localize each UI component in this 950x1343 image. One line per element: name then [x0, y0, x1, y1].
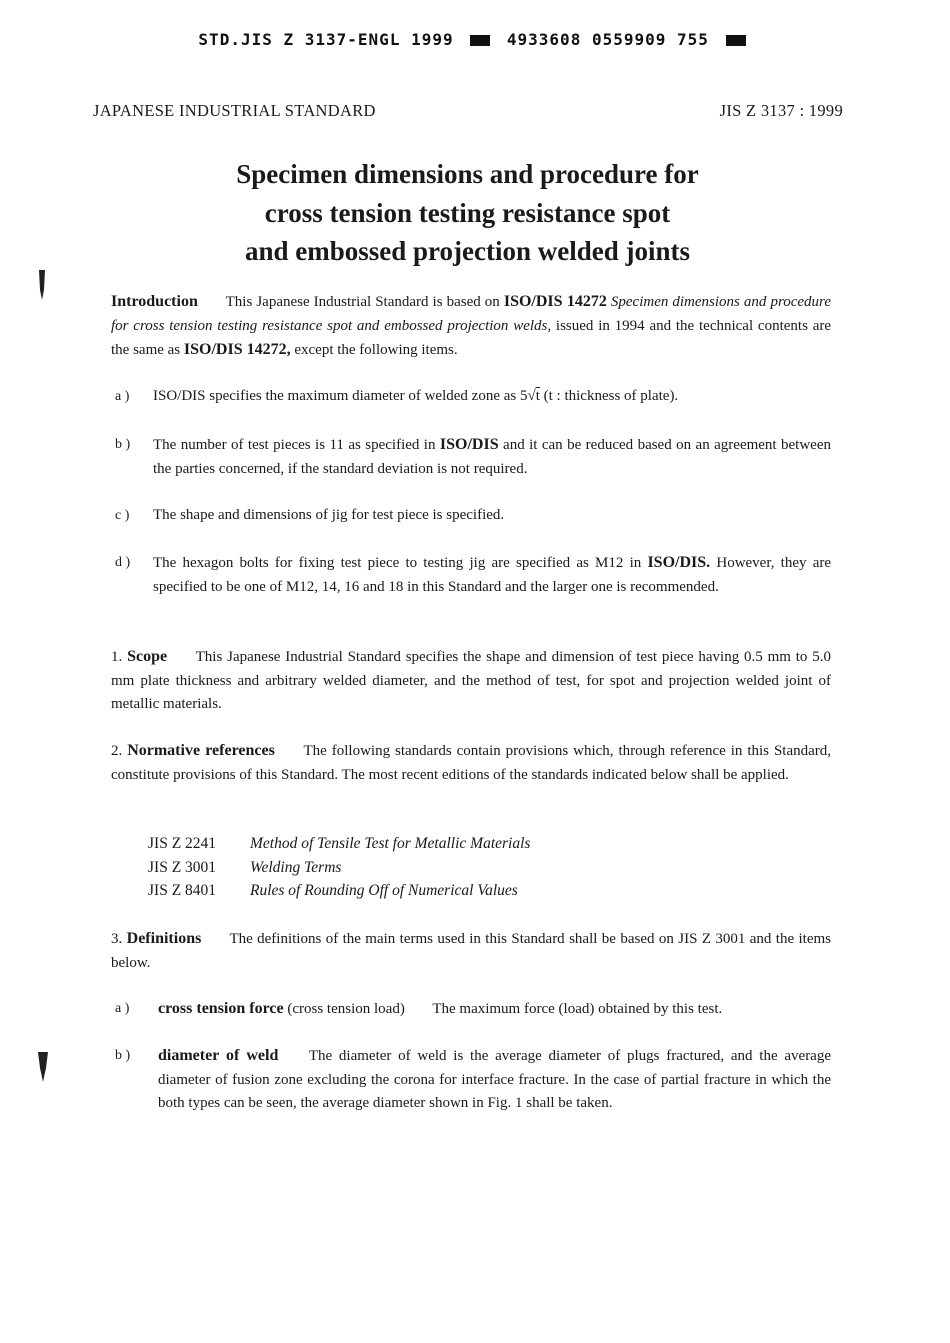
definition-item-a [111, 997, 831, 1022]
black-block-mark [726, 35, 746, 46]
item-text: The hexagon bolts for fixing test piece to testing jig are specified as M12 in [153, 555, 642, 571]
section-definitions [111, 927, 831, 975]
section-text: The following standards contain provisions which, through reference in this Standard, constitute provisions of this Standard. The most recent editions of the standards indicated below shall be applied. [111, 743, 832, 783]
item-label: b ) [115, 437, 131, 452]
item-text: However, they are specified to be one of M12, 14, 16 and 18 in this Standard and the larger one is recommended. [153, 555, 832, 595]
section-scope [111, 645, 831, 717]
reference-title: Method of Tensile Test for Metallic Materials [250, 835, 531, 852]
punch-mark-icon [36, 1046, 50, 1084]
intro-iso-ref: ISO/DIS 14272 [503, 293, 607, 310]
definition-text: The diameter of weld is the average diameter of plugs fractured, and the average diameter of fusion zone excluding the corona for interface fracture. In the case of partial fracture in which the both types can be seen, the average diameter shown in Fig. 1 shall be taken. [158, 1048, 831, 1111]
title-line: Specimen dimensions and procedure for [236, 159, 699, 189]
section-text: The definitions of the main terms used in this Standard shall be based on JIS Z 3001 and the items below. [111, 931, 832, 971]
intro-item-a [111, 385, 831, 409]
intro-item-b [111, 433, 831, 481]
scan-header-left: STD.JIS Z 3137-ENGL 1999 [198, 30, 454, 49]
black-block-mark [470, 35, 490, 46]
section-heading: Definitions [126, 930, 202, 947]
reference-item [148, 832, 530, 856]
reference-title: Rules of Rounding Off of Numerical Values [250, 882, 518, 899]
intro-text: except the following items. [294, 342, 458, 358]
reference-item [148, 856, 530, 880]
item-label: a ) [115, 389, 130, 404]
intro-italic-title: Specimen dimensions and procedure for cross tension testing resistance spot and embossed projection welds, [111, 294, 831, 334]
item-bold-ref: ISO/DIS [439, 436, 499, 453]
reference-code: JIS Z 2241 [148, 835, 217, 852]
title-line: and embossed projection welded joints [244, 236, 691, 266]
item-bold-ref: ISO/DIS. [647, 554, 711, 571]
sqrt-variable: t [535, 388, 540, 404]
introduction-heading: Introduction [111, 293, 198, 310]
section-number: 2. [111, 743, 123, 759]
item-label: a ) [115, 1001, 130, 1016]
section-number: 3. [111, 931, 123, 947]
item-text: The shape and dimensions of jig for test piece is specified. [153, 507, 505, 523]
item-text: and it can be reduced based on an agreement between the parties concerned, if the standard deviation is not required. [153, 437, 831, 477]
item-text: (t : thickness of plate). [539, 388, 679, 404]
item-label: d ) [115, 555, 131, 570]
section-number: 1. [111, 649, 123, 665]
definition-term-paren: (cross tension load) [287, 1001, 405, 1017]
item-label: c ) [115, 508, 130, 523]
scan-header [0, 30, 950, 49]
introduction-paragraph [111, 290, 831, 363]
intro-item-c [111, 504, 831, 528]
definition-term: cross tension force [158, 1000, 284, 1017]
intro-text: issued in 1994 and the technical contents are the same as [111, 317, 831, 358]
reference-code: JIS Z 3001 [148, 858, 217, 876]
intro-text: This Japanese Industrial Standard is based on [225, 294, 500, 310]
reference-title: Welding Terms [250, 858, 342, 876]
intro-item-d [111, 551, 831, 599]
page-title [0, 155, 935, 271]
definition-item-b [111, 1044, 831, 1116]
punch-mark-icon [36, 268, 48, 302]
sqrt-symbol: √ [527, 388, 536, 404]
intro-iso-ref: ISO/DIS 14272, [183, 341, 291, 358]
reference-list [148, 832, 530, 903]
section-heading: Scope [127, 648, 168, 665]
reference-code: JIS Z 8401 [148, 882, 217, 899]
item-text: The number of test pieces is 11 as specified in [153, 437, 436, 453]
item-text: ISO/DIS specifies the maximum diameter of welded zone as 5 [153, 388, 528, 404]
definition-text: The maximum force (load) obtained by this test. [432, 1001, 723, 1017]
section-heading: Normative references [127, 742, 275, 759]
definition-term: diameter of weld [158, 1047, 279, 1064]
title-line: cross tension testing resistance spot [264, 197, 671, 228]
item-label: b ) [115, 1048, 131, 1063]
section-normative-references [111, 739, 831, 787]
scan-header-middle: 4933608 0559909 755 [506, 30, 709, 49]
header-standard-number: JIS Z 3137 : 1999 [719, 101, 843, 120]
section-text: This Japanese Industrial Standard specifies the shape and dimension of test piece having 0.5 mm to 5.0 mm plate thickness and arbitrary welded diameter, and the method of test, for spot and projection welded joint of metallic materials. [111, 649, 832, 712]
header-standard-name: JAPANESE INDUSTRIAL STANDARD [93, 101, 376, 120]
reference-item [148, 879, 530, 903]
